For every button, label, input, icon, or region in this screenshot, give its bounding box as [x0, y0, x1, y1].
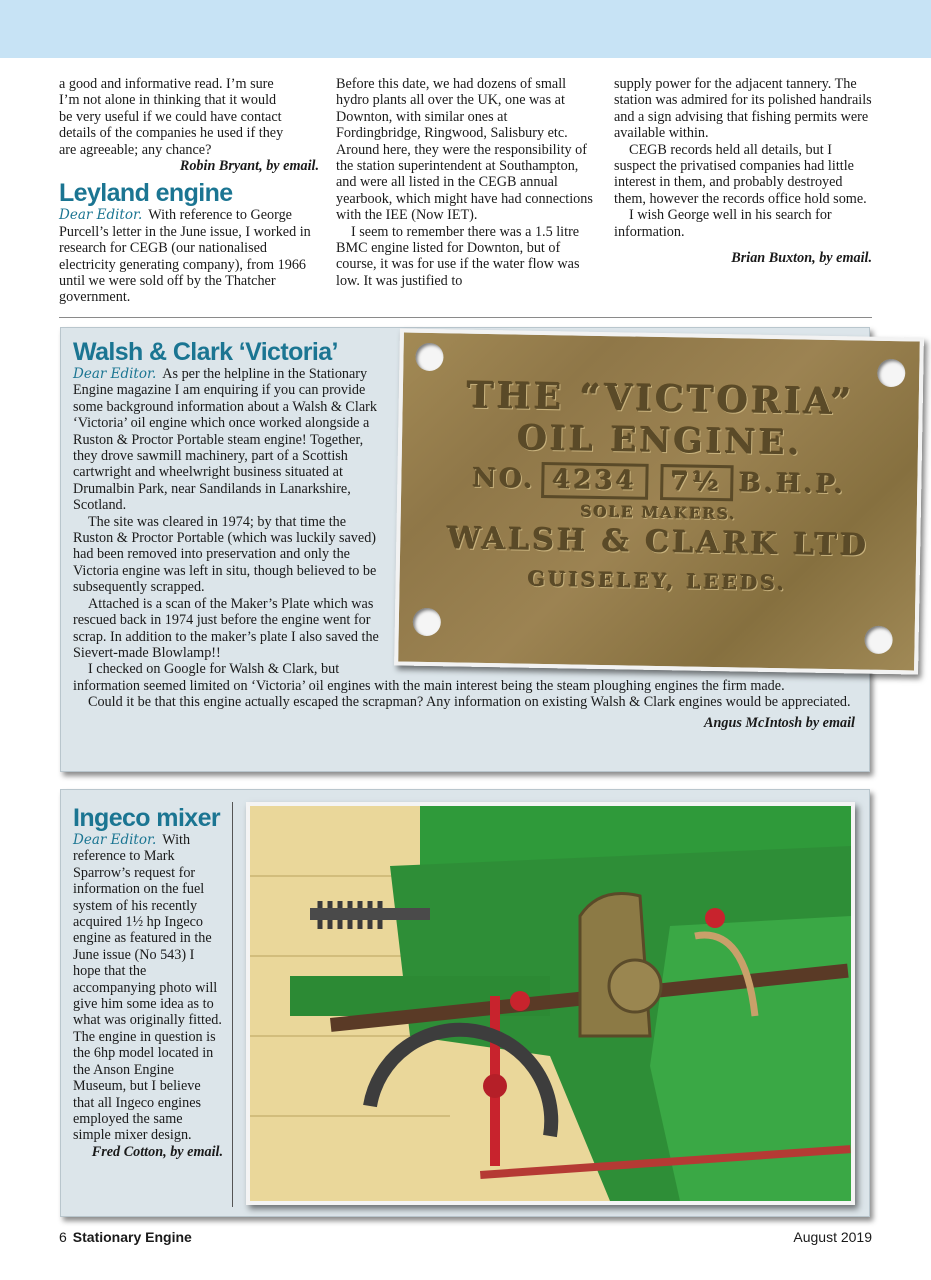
makers-plate-image — [394, 328, 924, 674]
column-2-paragraph: Before this date, we had dozens of small hydro plants all over the UK, one was at Downton, with similar ones at Fordingbridge, Ringwood, Salisbury etc. Around here, they were the responsibility of the station superintendent at Southampton, and were all listed in the CEGB annual yearbook, which might have had connections with the IEE (Now IET). — [336, 76, 593, 224]
leyland-letter-body — [59, 207, 319, 305]
ingeco-column-rule — [232, 802, 233, 1207]
column-3 — [614, 76, 872, 266]
ingeco-engine-photo — [246, 802, 855, 1205]
plate-rivet-hole — [415, 343, 443, 371]
red-valve — [483, 1074, 507, 1098]
red-valve-handle — [510, 991, 530, 1011]
plate-line-oil-engine: OIL ENGINE. — [517, 418, 803, 464]
fred-cotton-signature: Fred Cotton, by email. — [91, 1143, 223, 1160]
ingeco-body: With reference to Mark Sparrow’s request for information on the fuel system of his recently acquired 1½ hp Ingeco engine as featured in the June issue (No 543) I hope that the accompanying photo will give him some idea as to what was originally fitted. The engine in question is the 6hp model located in the Anson Engine Museum, but I believe that all Ingeco engines employed the same simple mixer design. — [73, 832, 222, 1144]
engine-photo-illustration — [250, 806, 851, 1201]
plate-line-number — [441, 457, 878, 507]
victoria-p1: As per the helpline in the Stationary Engine magazine I am enquiring if you can provide some background information about a Walsh & Clark ‘Victoria’ oil engine which once worked alongside a Ruston & Proctor Portable steam engine! Together, they drove sawmill machinery, part of a Scottish cartwright and wheelwright business situated at Drumalbin Park, near Sandilands in Lanarkshire, Scotland. — [73, 366, 377, 514]
victoria-heading: Walsh & Clark ‘Victoria’ — [73, 338, 338, 366]
issue-date: August 2019 — [793, 1229, 872, 1245]
plate-rivet-hole — [864, 626, 892, 654]
robin-bryant-signature: Robin Bryant, by email. — [179, 158, 319, 175]
plate-line-location: GUISELEY, LEEDS. — [527, 566, 788, 596]
column-1-line: I’m not alone in thinking that it would — [59, 92, 277, 109]
column-1-line: a good and informative read. I’m sure — [59, 76, 274, 92]
plate-bhp-label: B.H.P. — [738, 468, 847, 501]
plate-no-label: NO. — [472, 463, 536, 495]
column-2-paragraph: I seem to remember there was a 1.5 litre BMC engine listed for Downton, but of course, it was for use if the water flow was low. It was justified to — [336, 223, 580, 289]
ingeco-paragraph — [73, 832, 223, 1144]
column-3-paragraph: supply power for the adjacent tannery. The station was admired for its polished handrails and a sign advising that fishing permits were available within. — [614, 76, 872, 142]
victoria-p4: I checked on Google for Walsh & Clark, but information seemed limited on ‘Victoria’ oil engines with the main interest being the steam ploughing engines the firm made. — [73, 661, 785, 694]
leyland-paragraph: With reference to George Purcell’s letter in the June issue, I worked in research for CEGB (our nationalised electricity generating company), from 1966 until we were sold off by the Thatcher government. — [59, 207, 311, 306]
top-color-band — [0, 0, 931, 58]
ingeco-salutation: Dear Editor. — [73, 832, 157, 848]
page-number: 6 — [59, 1229, 67, 1245]
angus-mcintosh-signature: Angus McIntosh by email — [704, 714, 855, 731]
ingeco-heading: Ingeco mixer — [73, 804, 221, 832]
mixer-body — [609, 960, 661, 1012]
victoria-p3: Attached is a scan of the Maker’s Plate which was rescued back in 1974 just before the engine went for scrap. In addition to the maker’s plate I also saved the Sievert-made Blowlamp!! — [73, 595, 379, 661]
plate-rivet-hole — [877, 359, 905, 387]
victoria-p2: The site was cleared in 1974; by that time the Ruston & Proctor Portable (which was luckily saved) had been removed into preservation and only the Victoria engine was left in situ, though believed to be subsequently scrapped. — [73, 513, 377, 596]
magazine-name: Stationary Engine — [72, 1229, 192, 1245]
plate-line-title: THE “VICTORIA” — [466, 374, 855, 424]
victoria-p5: Could it be that this engine actually escaped the scrapman? Any information on existing Walsh & Clark engines would be appreciated. — [88, 694, 851, 711]
red-tap-handle — [705, 908, 725, 928]
footer-left — [59, 1229, 192, 1245]
column-1 — [59, 76, 319, 306]
column-3-paragraph: I wish George well in his search for information. — [614, 207, 832, 240]
brian-buxton-signature: Brian Buxton, by email. — [731, 250, 872, 267]
plate-line-maker: WALSH & CLARK LTD — [447, 521, 870, 564]
plate-engraving — [439, 373, 879, 630]
plate-line-sole-makers: SOLE MAKERS. — [580, 502, 737, 524]
plate-serial-number: 4234 — [541, 462, 648, 500]
leyland-engine-heading: Leyland engine — [59, 179, 233, 208]
plate-rivet-hole — [413, 608, 441, 636]
column-1-line: are agreeable; any chance? — [59, 141, 212, 158]
plate-horsepower: 7½ — [660, 464, 734, 501]
column-3-paragraph: CEGB records held all details, but I suspect the privatised companies had little interest in them, and probably destroyed them, however the records office hold some. — [614, 141, 867, 207]
leyland-salutation: Dear Editor. — [59, 207, 143, 224]
section-divider — [59, 317, 872, 318]
column-1-line: details of the companies he used if they — [59, 125, 284, 142]
victoria-salutation: Dear Editor. — [73, 366, 157, 382]
column-2 — [336, 76, 594, 289]
governor-rod — [310, 908, 430, 920]
column-1-line: be very useful if we could have contact — [59, 108, 282, 125]
ingeco-letter-text — [73, 804, 223, 1160]
